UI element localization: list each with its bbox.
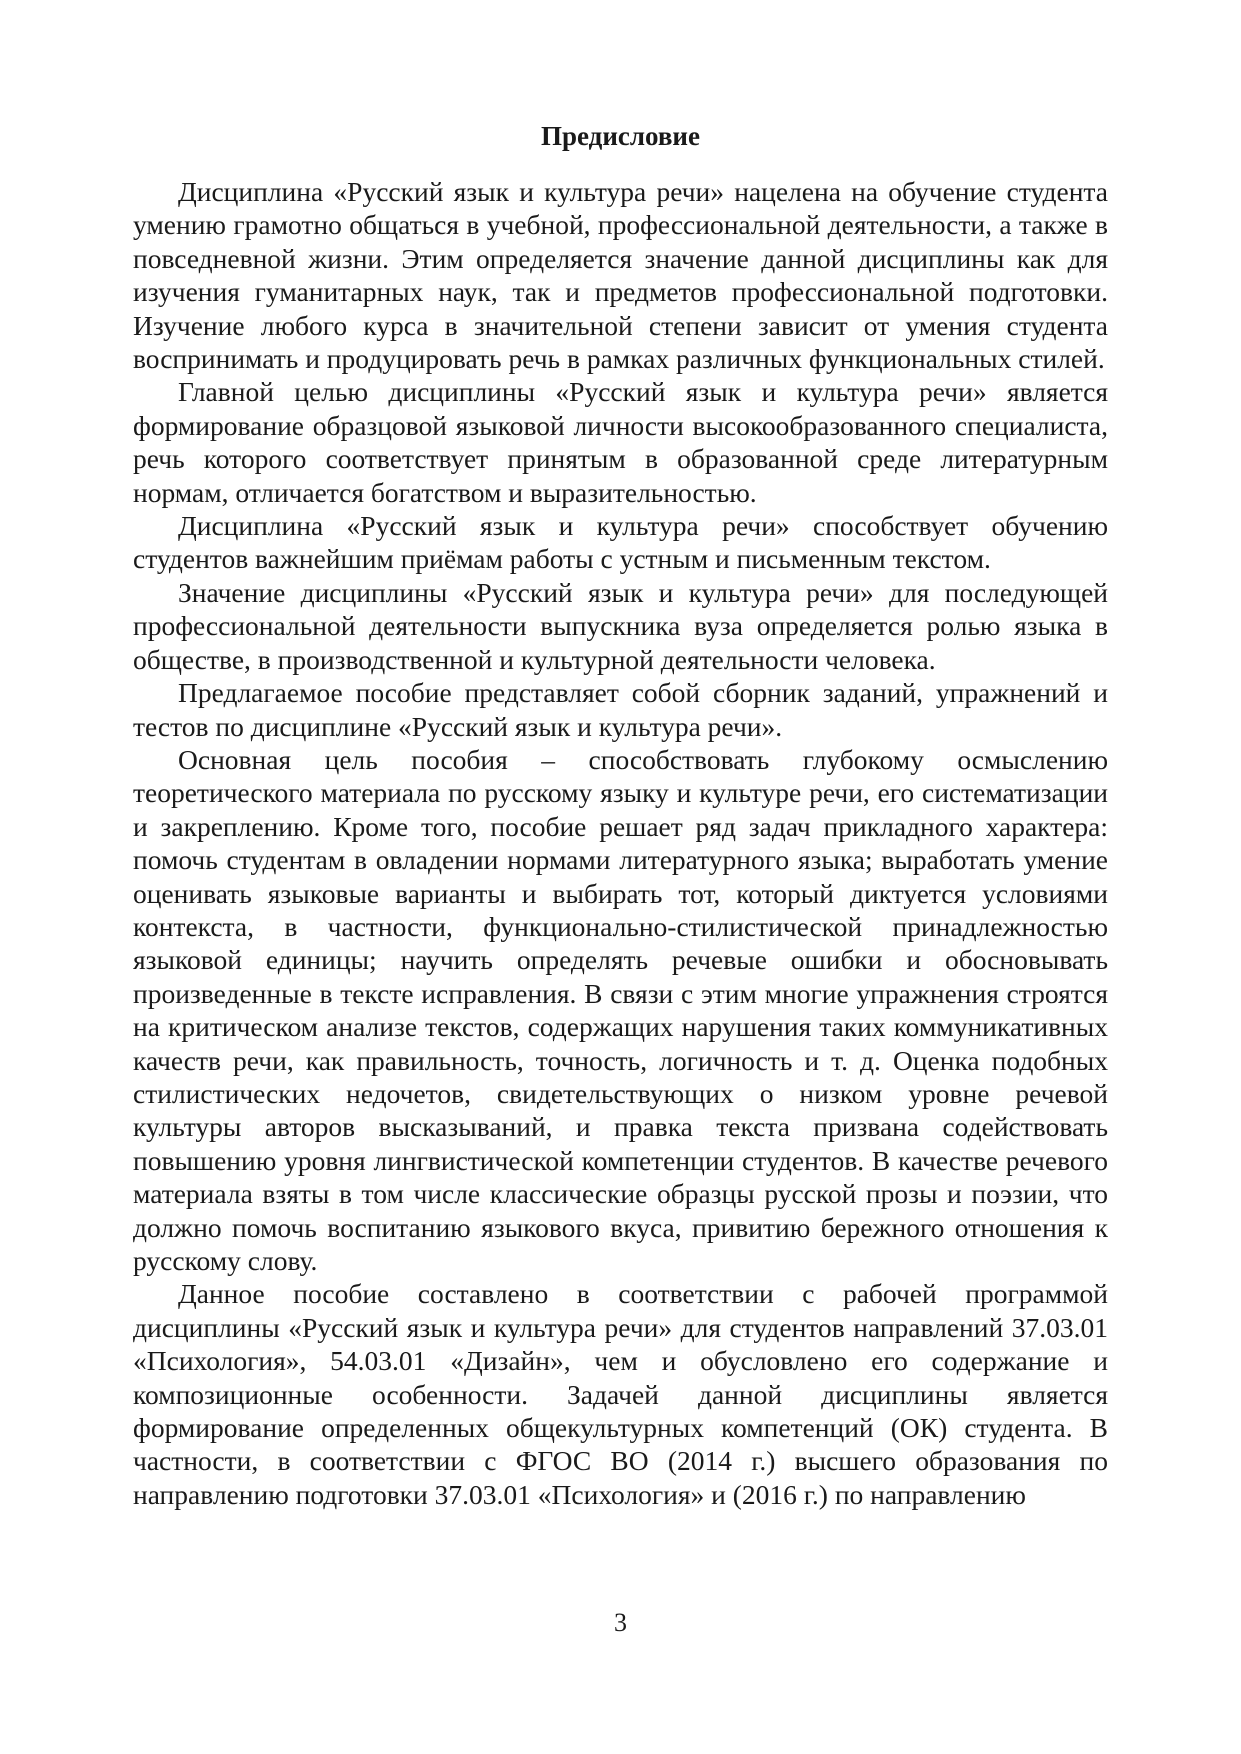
paragraph: Значение дисциплины «Русский язык и культура речи» для последующей профессиональной деятельности выпускника вуза определяется ролью языка в обществе, в производственной и культурной деятельности человека. [133,576,1108,675]
paragraph: Дисциплина «Русский язык и культура речи» нацелена на обучение студента умению грамотно общаться в учебной, профессиональной деятельности, а также в повседневной жизни. Этим определяется значение данной дисциплины как для изучения гуманитарных наук, так и предметов профессиональной подготовки. Изучение любого курса в значительной степени зависит от умения студента воспринимать и продуцировать речь в рамках различных функциональных стилей. [133,176,1108,375]
document-body [133,175,1108,1511]
paragraph: Основная цель пособия – способствовать глубокому осмыслению теоретического материала по русскому языку и культуре речи, его систематизации и закреплению. Кроме того, пособие решает ряд задач прикладного характера: помочь студентам в овладении нормами литературного языка; выработать умение оценивать языковые варианты и выбирать тот, который диктуется условиями контекста, в частности, функционально-стилистической принадлежностью языковой единицы; научить определять речевые ошибки и обосновывать произведенные в тексте исправления. В связи с этим многие упражнения строятся на критическом анализе текстов, содержащих нарушения таких коммуникативных качеств речи, как правильность, точность, логичность и т. д. Оценка подобных стилистических недочетов, свидетельствующих о низком уровне речевой культуры авторов высказываний, и правка текста призвана содействовать повышению уровня лингвистической компетенции студентов. В качестве речевого материала взяты в том числе классические образцы русской прозы и поэзии, что должно помочь воспитанию языкового вкуса, привитию бережного отношения к русскому слову. [133,743,1108,1276]
page-number: 3 [614,1608,627,1637]
page-title: Предисловие [541,121,700,151]
paragraph: Дисциплина «Русский язык и культура речи» способствует обучению студентов важнейшим приёмам работы с устным и письменным текстом. [133,510,1108,575]
paragraph: Главной целью дисциплины «Русский язык и культура речи» является формирование образцовой языковой личности высокообразованного специалиста, речь которого соответствует принятым в образованной среде литературным нормам, отличается богатством и выразительностью. [133,376,1108,508]
paragraph: Данное пособие составлено в соответствии с рабочей программой дисциплины «Русский язык и культура речи» для студентов направлений 37.03.01 «Психология», 54.03.01 «Дизайн», чем и обусловлено его содержание и композиционные особенности. Задачей данной дисциплины является формирование определенных общекультурных компетенций (ОК) студента. В частности, в соответствии с ФГОС ВО (2014 г.) высшего образования по направлению подготовки 37.03.01 «Психология» и (2016 г.) по направлению [133,1278,1108,1510]
paragraph: Предлагаемое пособие представляет собой сборник заданий, упражнений и тестов по дисциплине «Русский язык и культура речи». [133,677,1108,742]
